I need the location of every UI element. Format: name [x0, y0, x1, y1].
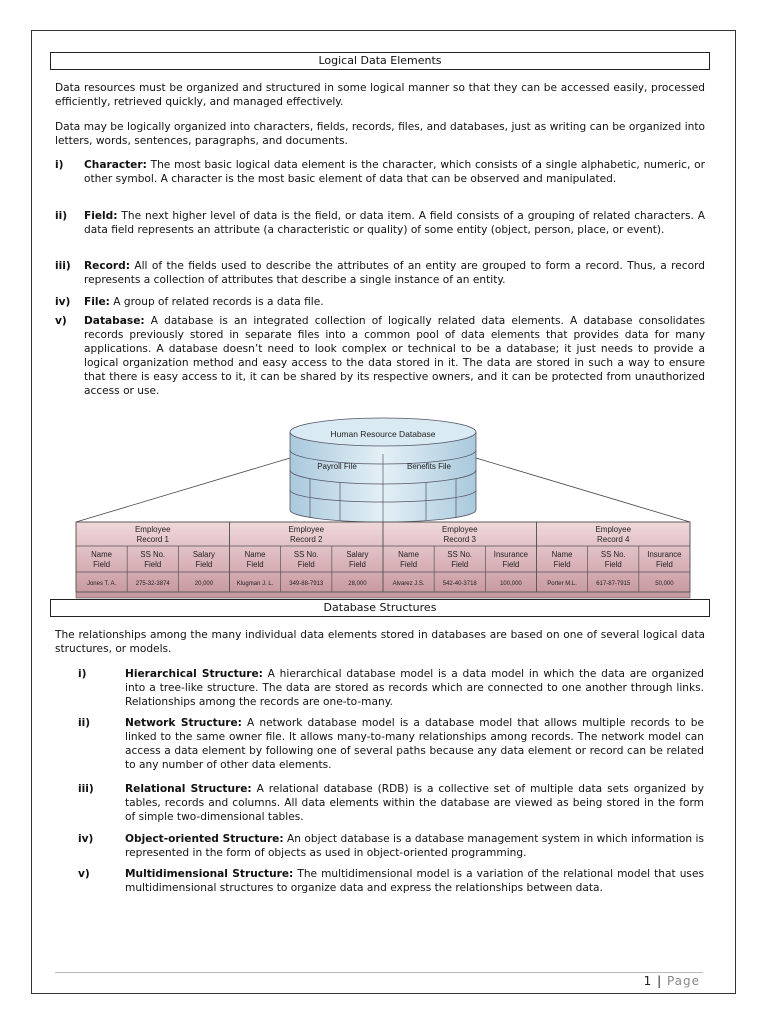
- list-number: v): [55, 315, 67, 327]
- list-item-object-oriented: [78, 832, 704, 860]
- record-subtitle: Record 1: [136, 535, 169, 544]
- list-term: Multidimensional Structure:: [125, 868, 294, 880]
- field-name: Salary: [346, 550, 369, 559]
- list-term: Object-oriented Structure:: [125, 833, 284, 845]
- intro-paragraph-2: Data may be logically organized into characters, fields, records, files, and databases, just as writing can be organized into letters, words, sentences, paragraphs, and documents.: [55, 121, 705, 147]
- list-number: iii): [78, 783, 94, 795]
- record-title: Employee: [595, 525, 632, 534]
- list-text: A database is an integrated collection of logically related data elements. A database consolidates records previously stored in separate files into a common pool of data elements that provides data for many applications. A database doesn’t need to look complex or technical to be a database; it just needs to provide a logical organization method and easy access to the data stored in it. The data are stored in such a way to ensure that there is easy access to it, it can be shared by its respective owners, and it can be protected from unauthorized access or use.: [84, 315, 705, 397]
- list-number: iv): [78, 833, 94, 845]
- records-table-base: [76, 592, 690, 598]
- list-number: v): [78, 868, 90, 880]
- field-name: Salary: [192, 550, 215, 559]
- field-word: Field: [348, 560, 366, 569]
- list-term: Hierarchical Structure:: [125, 668, 263, 680]
- record-subtitle: Record 2: [290, 535, 323, 544]
- list-item-hierarchical: [78, 667, 704, 709]
- field-name: Name: [91, 550, 112, 559]
- database-label: Human Resource Database: [330, 429, 436, 439]
- field-value: Jones T. A.: [86, 581, 117, 587]
- list-number: ii): [55, 210, 68, 222]
- field-name: SS No.: [140, 550, 166, 559]
- field-value: 349-88-7913: [289, 581, 324, 587]
- field-name: Insurance: [493, 550, 529, 559]
- field-value: Porter M.L.: [547, 581, 577, 587]
- list-text: All of the fields used to describe the attributes of an entity are grouped to form a record. Thus, a record represents a collection of attributes that describe a single instance of an entity.: [84, 260, 705, 286]
- field-word: Field: [93, 560, 111, 569]
- field-word: Field: [655, 560, 673, 569]
- field-value: 50,000: [655, 581, 674, 587]
- database-structures-intro: The relationships among the many individual data elements stored in databases are based on one of several logical data structures, or models.: [55, 629, 705, 655]
- record-subtitle: Record 3: [443, 535, 476, 544]
- field-name: SS No.: [293, 550, 319, 559]
- record-subtitle: Record 4: [597, 535, 630, 544]
- list-term: File:: [84, 296, 110, 308]
- list-term: Field:: [84, 210, 118, 222]
- list-item-file: [55, 295, 705, 309]
- list-term: Character:: [84, 159, 147, 171]
- page-separator: |: [657, 974, 663, 988]
- connector-line: [476, 458, 690, 522]
- database-hierarchy-diagram: [0, 410, 768, 600]
- list-text: A group of related records is a data file.: [109, 296, 324, 308]
- list-text: The multidimensional model is a variation of the relational model that uses multidimensional structures to organize data and express the relationships between data.: [125, 868, 704, 894]
- list-number: iii): [55, 260, 71, 272]
- list-text: A network database model is a database model that allows multiple records to be linked to the same owner file. It allows many-to-many relationships among records. The network model can access a data element by following one of several paths because any data element or record can be related to any number of other data elements.: [125, 717, 704, 771]
- list-item-multidimensional: [78, 867, 704, 895]
- field-value: 542-40-3718: [442, 581, 477, 587]
- page-footer: [644, 974, 700, 988]
- field-word: Field: [553, 560, 571, 569]
- list-item-field: [55, 209, 705, 237]
- list-item-relational: [78, 782, 704, 824]
- field-name: Name: [244, 550, 266, 559]
- list-number: ii): [78, 717, 91, 729]
- list-item-database: [55, 314, 705, 398]
- field-name: SS No.: [447, 550, 473, 559]
- list-text: A relational database (RDB) is a collective set of multiple data sets organized by tables, records and columns. All data elements within the database are viewed as being stored in the form of simple two-dimensional tables.: [125, 783, 704, 823]
- list-text: The most basic logical data element is the character, which consists of a single alphabetic, numeric, or other symbol. A character is the most basic element of data that can be observed and manipulated.: [84, 159, 705, 185]
- list-text: The next higher level of data is the field, or data item. A field consists of a grouping of related characters. A data field represents an attribute (a characteristic or quality) of some entity (object, person, place, or event).: [84, 210, 705, 236]
- field-value: 275-32-3874: [135, 581, 170, 587]
- page-word: Page: [666, 974, 700, 988]
- intro-paragraph-1: Data resources must be organized and structured in some logical manner so that they can be accessed easily, processed efficiently, retrieved quickly, and managed effectively.: [55, 82, 705, 108]
- benefits-file-label: Benefits File: [406, 462, 452, 471]
- field-name: Name: [551, 550, 573, 559]
- section-heading-database-structures: Database Structures: [50, 599, 710, 617]
- records-table: [76, 522, 690, 598]
- list-item-network: [78, 716, 704, 772]
- section-heading-logical-data-elements: Logical Data Elements: [50, 52, 710, 70]
- field-value: 28,000: [348, 581, 367, 587]
- list-number: i): [78, 668, 87, 680]
- field-word: Field: [604, 560, 622, 569]
- field-word: Field: [400, 560, 418, 569]
- field-value: Alvarez J.S.: [392, 581, 425, 587]
- list-item-record: [55, 259, 705, 287]
- field-word: Field: [502, 560, 520, 569]
- connector-line: [76, 458, 290, 522]
- field-word: Field: [195, 560, 213, 569]
- list-item-character: [55, 158, 705, 186]
- field-name: SS No.: [600, 550, 626, 559]
- record-title: Employee: [134, 525, 171, 534]
- field-value: 617-87-7915: [596, 581, 631, 587]
- list-term: Database:: [84, 315, 145, 327]
- record-title: Employee: [441, 525, 478, 534]
- payroll-file-label: Payroll File: [317, 462, 357, 471]
- list-number: iv): [55, 296, 71, 308]
- field-value: 20,000: [194, 581, 214, 587]
- list-number: i): [55, 159, 64, 171]
- list-term: Network Structure:: [125, 717, 242, 729]
- list-term: Relational Structure:: [125, 783, 252, 795]
- field-word: Field: [297, 560, 315, 569]
- list-text: An object database is a database management system in which information is represented in the form of objects as used in object-oriented programming.: [125, 833, 704, 859]
- field-word: Field: [246, 560, 264, 569]
- field-value: 100,000: [500, 581, 522, 587]
- list-term: Record:: [84, 260, 130, 272]
- record-title: Employee: [288, 525, 325, 534]
- field-name: Name: [398, 550, 419, 559]
- page-number: 1: [643, 974, 653, 988]
- list-text: A hierarchical database model is a data model in which the data are organized into a tree-like structure. The data are stored as records which are connected to one another through links. Relationships among the records are one-to-many.: [125, 668, 704, 708]
- footer-rule: [55, 972, 703, 973]
- field-word: Field: [451, 560, 469, 569]
- field-name: Insurance: [647, 550, 682, 559]
- field-value: Klugman J. L.: [236, 581, 274, 587]
- field-word: Field: [144, 560, 162, 569]
